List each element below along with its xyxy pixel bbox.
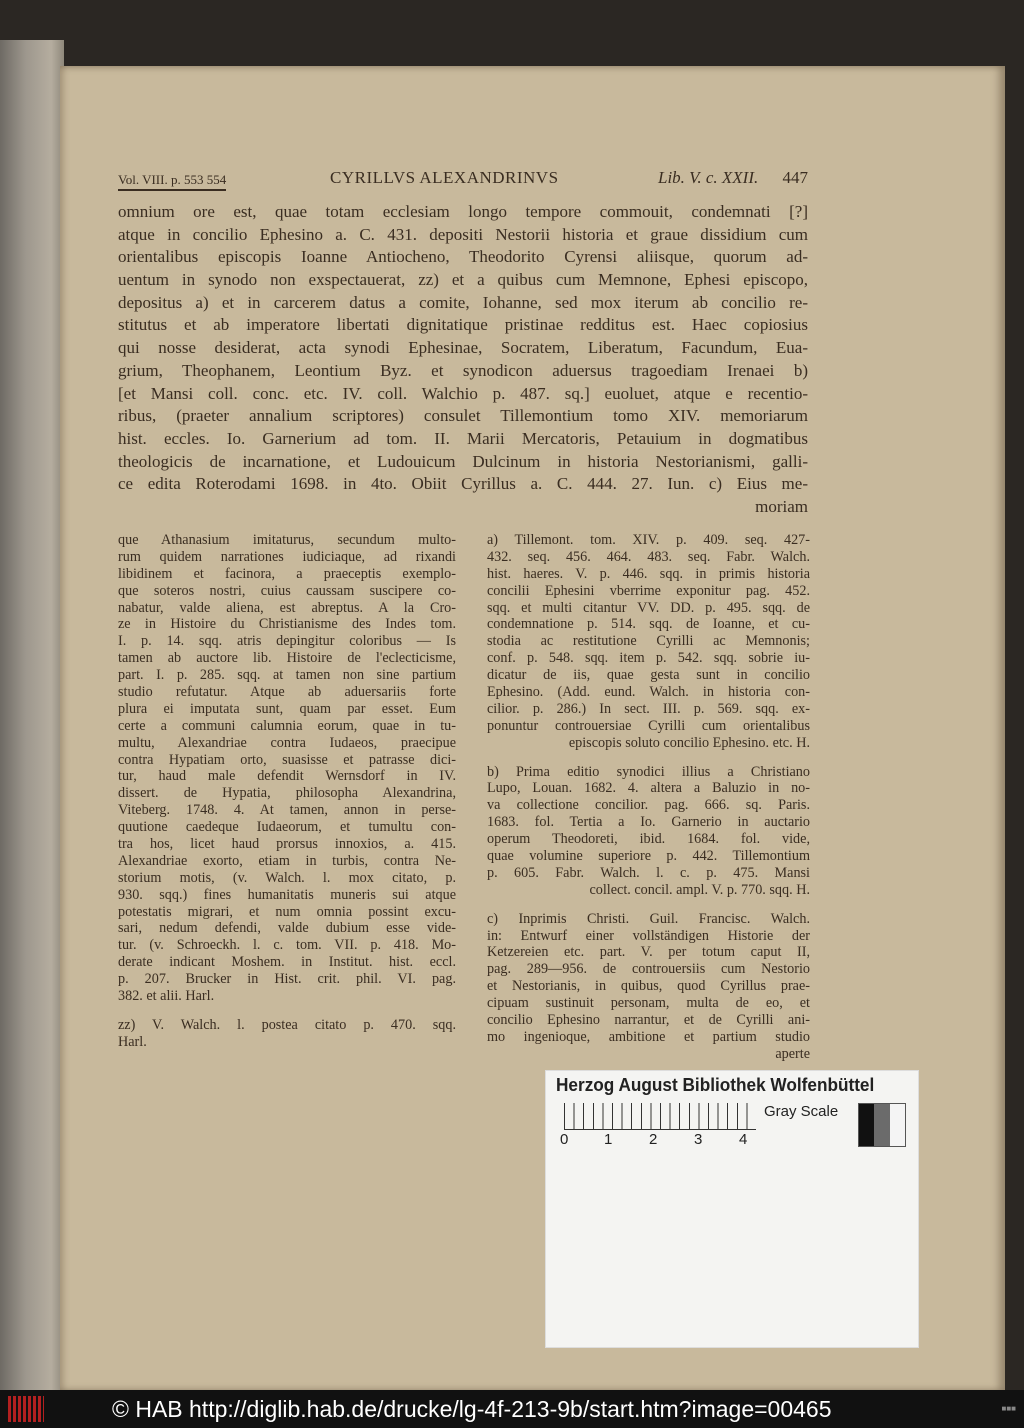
text-line: p. 207. Brucker in Hist. crit. phil. VI. pag. [118,971,456,988]
footnote-b [487,764,810,899]
text-line: c) Inprimis Christi. Guil. Francisc. Walch. [487,910,810,927]
text-line: stodia ac restitutione Cyrilli ac Memnonis; [487,633,810,650]
footnote-column-left [118,532,456,1051]
text-line: [et Mansi coll. conc. etc. IV. coll. Walchio p. 487. sq.] euoluet, atque e recentio- [118,383,808,403]
footnote-zz [118,1017,456,1051]
text-line: p. 605. Fabr. Walch. l. c. p. 475. Mansi [487,864,810,881]
text-line: hist. eccles. Io. Garnerium ad tom. II. Marii Mercatoris, Petauium in dogmatibus [118,428,808,448]
text-line: derate indicant Moshem. in Institut. hist. eccl. [118,954,456,971]
text-line: pag. 289—956. de controuersiis cum Nestorio [487,961,810,978]
ruler-number: 0 [560,1131,569,1148]
volume-reference: Vol. VIII. p. 553 554 [118,172,226,191]
text-line: 432. seq. 456. 464. 483. seq. Fabr. Walch. [487,548,810,565]
text-line: tur. (v. Schroeckh. l. c. tom. VII. p. 418. Mo- [118,937,456,954]
text-line: ce edita Roterodami 1698. in 4to. Obiit Cyrillus a. C. 444. 27. Iun. c) Eius me- [118,474,808,494]
text-line: libidinem et facinora, a praeceptis exemplo- [118,565,456,582]
text-line: stitutus et ab imperatore libertati dignitatique pristinae redditus est. Haec copiosius [118,315,808,335]
text-line: Ephesino. (Add. eund. Walch. in historia con- [487,684,810,701]
gray-patch [874,1104,889,1146]
scale-ruler [564,1103,756,1130]
text-line: Harl. [118,1033,147,1050]
text-line: ze in Histoire du Christianisme des Indes tom. [118,616,456,633]
text-line: concilio Ephesino narrantur, et de Cyrilli ani- [487,1012,810,1029]
text-line: qui nosse desiderat, acta synodi Ephesinae, Socratem, Liberatum, Facundum, Eua- [118,338,808,358]
text-line: multu, Alexandriae contra Iudaeos, praecipue [118,734,456,751]
text-line: conf. p. 548. sqq. item p. 542. sqq. sobrie iu- [487,650,810,667]
footer-dots-icon: ■■■ [1001,1404,1016,1413]
text-line: theologicis de incarnatione, et Ludouicum Dulcinum in historia Nestorianismi, galli- [118,451,808,471]
adjacent-page-edges [0,40,64,1390]
text-line: depositus a) et in carcerem datus a comite, Iohanne, sed mox iterum ab concilio re- [118,292,808,312]
text-line: sari, nedum defendi, valde dubium esse vide- [118,920,456,937]
text-line: episcopis soluto concilio Ephesino. etc. H. [568,734,810,751]
text-line: potestatis migrari, et num omnia possint excu- [118,903,456,920]
text-line: 930. sqq.) fines humanitatis muneris sui atque [118,886,456,903]
text-line: aperte [775,1045,810,1062]
text-line: zz) V. Walch. l. postea citato p. 470. sqq. [118,1016,456,1033]
text-line: uentum in synodo non exspectauerat, zz) et a quibus cum Memnone, Ephesi episcopo, [118,270,808,290]
page-number: 447 [782,168,808,187]
ruler-number: 3 [694,1131,703,1148]
text-line: contra Hypatiam orto, suasisse et patrasse dici- [118,751,456,768]
text-line: collect. concil. ampl. V. p. 770. sqq. H. [589,881,810,898]
text-line: ribus, (praeter annalium scriptores) consulet Tillemontium tomo XIV. memoriarum [118,406,808,426]
color-calibration-card [545,1070,919,1348]
copyright-url: © HAB http://diglib.hab.de/drucke/lg-4f-213-9b/start.htm?image=00465 [112,1396,832,1422]
text-line: hist. haeres. V. p. 446. sqq. in primis historia [487,565,810,582]
running-header [118,168,808,192]
text-line: tamen ab auctore lib. Histoire de l'eclecticisme, [118,650,456,667]
ruler-number: 2 [649,1131,658,1148]
footnote-c [487,911,810,1063]
text-line: part. I. p. 285. sqq. at tamen non sine partium [118,667,456,684]
text-line: atque in concilio Ephesino a. C. 431. depositi Nestorii historia et graue dissidium cum [118,224,808,244]
gray-scale-patches [858,1103,906,1147]
text-line: que Athanasium imitaturus, secundum multo- [118,532,456,548]
text-line: concilii Ephesini vberrime exponitur pag. 452. [487,582,810,599]
footnote-a [487,532,810,752]
footnote-column-right [487,532,810,1063]
text-line: storium motis, (v. Walch. l. mox citato, p. [118,869,456,886]
text-line: va collectione concilior. pag. 666. sq. Paris. [487,797,810,814]
text-line: in: Entwurf einer vollständigen Historie der [487,927,810,944]
text-line: cilior. p. 286.) In sect. III. p. 569. sqq. ex- [487,700,810,717]
footnote-continued [118,532,456,1005]
book-reference: Lib. V. c. XXII. [658,168,759,187]
text-line: studio refutatur. Atque ab aduersariis forte [118,684,456,701]
text-line: Alexandriae exorto, etiam in turbis, contra Ne- [118,852,456,869]
text-line: 1683. fol. Tertia a Io. Garnerio in auctario [487,814,810,831]
text-line: tra hos, licet haud prorsus innoxios, a. 415. [118,836,456,853]
ruler-number: 1 [604,1131,613,1148]
text-line: dissert. de Hypatia, philosopha Alexandrina, [118,785,456,802]
text-line: cipuam sustinuit personam, multa de eo, et [487,995,810,1012]
text-line: condemnatione p. 514. sqq. de Ioanne, et cu- [487,616,810,633]
library-name: Herzog August Bibliothek Wolfenbüttel [556,1074,875,1095]
text-line: et Nestorianis, in quibus, quod Cyrillus prae- [487,978,810,995]
text-line: operum Theodoreti, ibid. 1684. fol. vide, [487,831,810,848]
text-line: nabatur, valde aliena, est abreptus. A la Cro- [118,599,456,616]
text-line: quae volumine superiore p. 442. Tillemontium [487,848,810,865]
ruler-number: 4 [739,1131,748,1148]
text-line: mo ingenioque, ambitione et partium studio [487,1028,810,1045]
running-title: CYRILLVS ALEXANDRINVS [330,168,559,187]
text-line: Ketzereien etc. part. V. per totum caput II, [487,944,810,961]
text-line: I. p. 14. sqq. atris depingitur coloribus — Is [118,633,456,650]
text-line: b) Prima editio synodici illius a Christiano [487,763,810,780]
text-line: omnium ore est, quae totam ecclesiam longo tempore commouit, condemnati [?] [118,202,808,221]
text-line: certe a communi calumnia eorum, quae in tu- [118,717,456,734]
text-line: Viteberg. 1748. 4. At tamen, annon in perse- [118,802,456,819]
text-line: tur, haud male defendit Wernsdorf in IV. [118,768,456,785]
gray-scale-label: Gray Scale [764,1103,839,1120]
gray-patch [890,1104,905,1146]
text-line: grium, Theophanem, Leontium Byz. et synodicon aduersus tragoediam Irenaei b) [118,360,808,380]
text-line: rum quidem narrationes iudiciaque, ad rixandi [118,548,456,565]
gray-patch [859,1104,874,1146]
text-line: plura ei imputata sunt, quam par esset. Eum [118,700,456,717]
text-line: que soteros nostri, cuius caussam suscipere co- [118,582,456,599]
text-line: orientalibus episcopis Ioanne Antiocheno, Theodorito Cyrensi aliisque, quorum ad- [118,247,808,267]
main-text [118,201,808,519]
text-line: Lupo, Louan. 1682. 4. altera a Baluzio in no- [487,780,810,797]
text-line: ponuntur controuersiae Cyrilli cum orientalibus [487,717,810,734]
text-line: dicatur de iis, quae gesta sunt in concilio [487,667,810,684]
text-line: 382. et alii. Harl. [118,988,215,1005]
hab-logo-icon [8,1396,44,1422]
footer-bar [0,1390,1024,1428]
text-line: a) Tillemont. tom. XIV. p. 409. seq. 427- [487,532,810,548]
text-line: quutione caedeque Iudaeorum, et tumultu con- [118,819,456,836]
text-line: sqq. et multi citantur VV. DD. p. 495. sqq. de [487,599,810,616]
text-line: moriam [755,496,808,516]
